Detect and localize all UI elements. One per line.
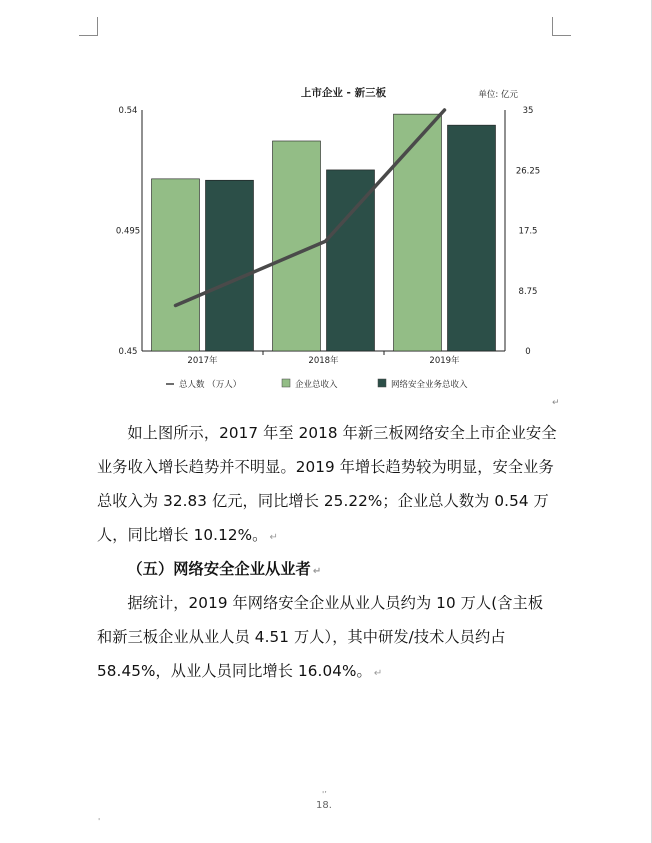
paragraph-mark: ↵ bbox=[312, 566, 322, 577]
right-tick-label: 8.75 bbox=[518, 286, 538, 297]
paragraph-chart-summary bbox=[97, 416, 557, 555]
bar-security-revenue bbox=[448, 125, 496, 351]
left-tick-label: 0.54 bbox=[118, 106, 138, 116]
chart-unit-label: 单位: 亿元 bbox=[478, 90, 518, 100]
legend-label-headcount: 总人数 （万人） bbox=[179, 380, 242, 390]
paragraph-mark: ↵ bbox=[373, 668, 383, 679]
page-number-suffix: . bbox=[328, 800, 332, 811]
chart-figure bbox=[100, 78, 560, 408]
chart-svg bbox=[100, 78, 560, 408]
paragraph-text: 据统计，2019 年网络安全企业从业人员约为 10 万人(含主板和新三板企业从业人员 4.51 万人），其中研发/技术人员约占 58.45%，从业人员同比增长 16.04%。 bbox=[97, 594, 544, 680]
crop-mark-top-left bbox=[79, 17, 98, 36]
bar-enterprise-revenue bbox=[394, 114, 442, 351]
x-tick-label: 2019年 bbox=[429, 356, 460, 366]
right-tick-label: 26.25 bbox=[515, 166, 541, 177]
legend-label-security-revenue: 网络安全业务总收入 bbox=[391, 380, 468, 390]
bar-enterprise-revenue bbox=[152, 179, 200, 351]
section-heading bbox=[97, 552, 557, 589]
x-tick-label: 2018年 bbox=[308, 356, 339, 366]
paragraph-text: 如上图所示，2017 年至 2018 年新三板网络安全上市企业安全业务收入增长趋势并不明显。2019 年增长趋势较为明显，安全业务总收入为 32.83 亿元，同比增长 25.22%；企业总人数为 0.54 万人，同比增长 10.12%。 bbox=[97, 424, 557, 544]
right-tick-label: 0 bbox=[525, 347, 531, 357]
chart-title: 上市企业 - 新三板 bbox=[300, 87, 387, 99]
chart-paragraph-mark: ↵ bbox=[552, 398, 560, 408]
page-number bbox=[316, 790, 332, 811]
left-tick-label: 0.495 bbox=[115, 226, 141, 237]
left-tick-label: 0.45 bbox=[118, 347, 138, 357]
legend-swatch-security-revenue bbox=[378, 379, 386, 387]
x-tick-label: 2017年 bbox=[187, 356, 218, 366]
right-tick-label: 35 bbox=[522, 106, 534, 116]
paragraph-practitioners bbox=[97, 586, 557, 691]
crop-mark-top-right bbox=[552, 17, 571, 36]
right-tick-label: 17.5 bbox=[518, 226, 538, 237]
section-heading-text: （五）网络安全企业从业者 bbox=[127, 560, 311, 578]
page-number-marks: '’ bbox=[322, 790, 327, 799]
bar-security-revenue bbox=[206, 180, 254, 351]
page-number-value: 18 bbox=[316, 800, 329, 811]
paragraph-mark: ↵ bbox=[269, 532, 278, 543]
corner-mark: ' bbox=[98, 817, 101, 826]
legend-swatch-enterprise-revenue bbox=[282, 379, 290, 387]
legend-label-enterprise-revenue: 企业总收入 bbox=[295, 380, 338, 390]
